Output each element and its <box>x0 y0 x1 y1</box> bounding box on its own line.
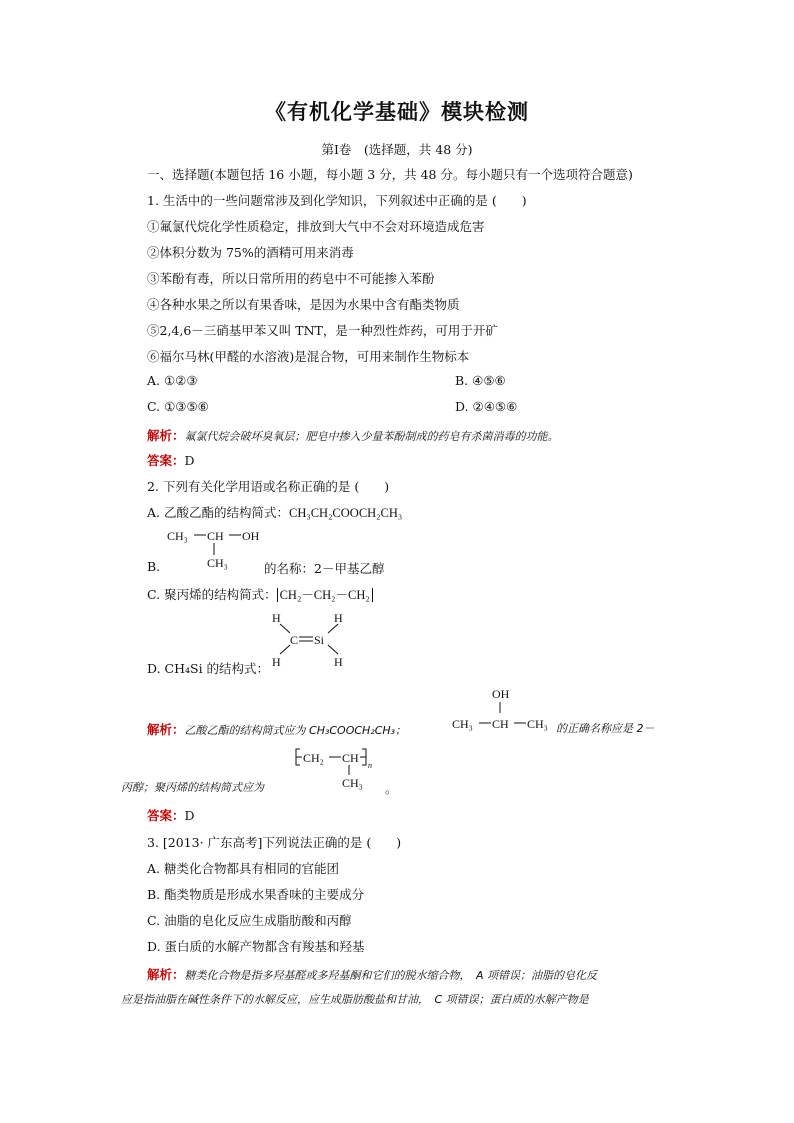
option-c-prefix: C. 聚丙烯的结构简式： <box>147 587 277 602</box>
q2-option-a <box>147 503 402 521</box>
struct-center: CH <box>207 529 224 543</box>
q2-analysis-line1 <box>147 719 406 738</box>
q2-analysis-part3: 丙醇；聚丙烯的结构简式应为 <box>121 781 264 794</box>
q1-stem: 1. 生活中的一些问题常涉及到化学知识，下列叙述中正确的是 ( ) <box>147 193 527 208</box>
option-a-prefix: A. 乙酸乙酯的结构简式： <box>147 505 289 520</box>
q3-option-b: B. 酯类物质是形成水果香味的主要成分 <box>147 887 365 902</box>
q2-option-b-prefix: B. <box>147 559 161 574</box>
q3-option-d: D. 蛋白质的水解产物都含有羧基和羟基 <box>147 939 365 954</box>
bond <box>280 645 290 654</box>
bond <box>280 624 290 633</box>
q3-option-c: C. 油脂的皂化反应生成脂肪酸和丙醇 <box>147 913 352 928</box>
q1-option-b: B. ④⑤⑥ <box>455 373 506 388</box>
atom-si: Si <box>314 633 325 647</box>
q3-stem: 3. [2013· 广东高考]下列说法正确的是 ( ) <box>147 835 402 850</box>
q1-option-d: D. ②④⑤⑥ <box>455 399 518 414</box>
answer-label: 答案： <box>147 453 185 468</box>
q2-analysis-part2: 的正确名称应是 2－ <box>556 722 655 735</box>
q1-option-a: A. ①②③ <box>147 373 198 388</box>
q1-analysis <box>147 425 559 444</box>
analysis-label: 解析： <box>147 722 185 737</box>
bond <box>328 645 338 654</box>
q1-statement: ②体积分数为 75%的酒精可用来消毒 <box>147 245 354 260</box>
option-d-structure <box>268 610 358 672</box>
q2-stem: 2. 下列有关化学用语或名称正确的是 ( ) <box>147 479 390 494</box>
analysis-text: 乙酸乙酯的结构简式应为 CH₃COOCH₂CH₃； <box>184 724 407 737</box>
answer-label: 答案： <box>147 808 185 823</box>
analysis-text: 氟氯代烷会破坏臭氧层；肥皂中掺入少量苯酚制成的药皂有杀菌消毒的功能。 <box>184 430 559 443</box>
option-a-formula: CH₃CH₂COOCH₂CH₃ <box>288 506 403 520</box>
q2-option-b-name: 的名称：2－甲基乙醇 <box>264 561 385 576</box>
struct-bottom: CH₃ <box>207 556 228 570</box>
option-c-formula: CH₂－CH₂－CH₂ <box>277 588 373 602</box>
q1-statement: ③苯酚有毒，所以日常所用的药皂中不可能掺入苯酚 <box>147 271 435 286</box>
q2-option-c <box>147 585 373 603</box>
q1-statement: ⑥福尔马林(甲醛的水溶液)是混合物，可用来制作生物标本 <box>147 349 470 364</box>
q1-option-c: C. ①③⑤⑥ <box>147 399 209 414</box>
answer-value: D <box>184 808 195 823</box>
atom-c: C <box>290 633 299 647</box>
struct-right: CH₃ <box>527 717 548 731</box>
analysis-label: 解析： <box>147 428 185 443</box>
poly-bottom: CH₃ <box>342 776 363 790</box>
struct-top: OH <box>492 687 510 701</box>
analysis-structure-propanol <box>450 683 560 733</box>
section-subtitle: 第Ⅰ卷 (选择题，共 48 分) <box>321 142 473 157</box>
q2-analysis-end: 。 <box>385 781 398 796</box>
answer-value: D <box>184 453 195 468</box>
atom-h: H <box>272 611 281 625</box>
analysis-text: 糖类化合物是指多羟基醛或多羟基酮和它们的脱水缩合物， A 项错误；油脂的皂化反 <box>184 969 598 982</box>
q1-answer <box>147 451 195 469</box>
struct-right: OH <box>242 529 260 543</box>
q3-analysis-line2: 应是指油脂在碱性条件下的水解反应，应生成脂肪酸盐和甘油， C 项错误；蛋白质的水解产物是 <box>121 993 589 1006</box>
atom-h: H <box>334 655 343 669</box>
q1-statement: ⑤2,4,6－三硝基甲苯又叫 TNT，是一种烈性炸药，可用于开矿 <box>147 323 498 338</box>
atom-h: H <box>272 655 281 669</box>
poly-n: n <box>368 761 372 770</box>
atom-h: H <box>334 611 343 625</box>
struct-center: CH <box>492 717 509 731</box>
q2-answer <box>147 806 195 824</box>
section-header: 一、选择题(本题包括 16 小题，每小题 3 分，共 48 分。每小题只有一个选项符合题意) <box>147 167 633 182</box>
q3-analysis-line1 <box>147 964 597 983</box>
struct-left: CH₃ <box>452 717 473 731</box>
page-title: 《有机化学基础》模块检测 <box>265 99 529 124</box>
poly-left: CH₂ <box>303 751 324 765</box>
q1-statement: ①氟氯代烷化学性质稳定，排放到大气中不会对环境造成危害 <box>147 219 485 234</box>
analysis-label: 解析： <box>147 967 185 982</box>
q2-option-d-prefix: D. CH₄Si 的结构式： <box>147 661 270 676</box>
q1-statement: ④各种水果之所以有果香味，是因为水果中含有酯类物质 <box>147 297 460 312</box>
bond <box>328 624 338 633</box>
struct-left: CH₃ <box>167 529 188 543</box>
analysis-structure-polypropylene <box>292 743 382 791</box>
poly-center: CH <box>342 751 359 765</box>
q3-option-a: A. 糖类化合物都具有相同的官能团 <box>147 861 339 876</box>
option-b-structure <box>165 524 265 572</box>
